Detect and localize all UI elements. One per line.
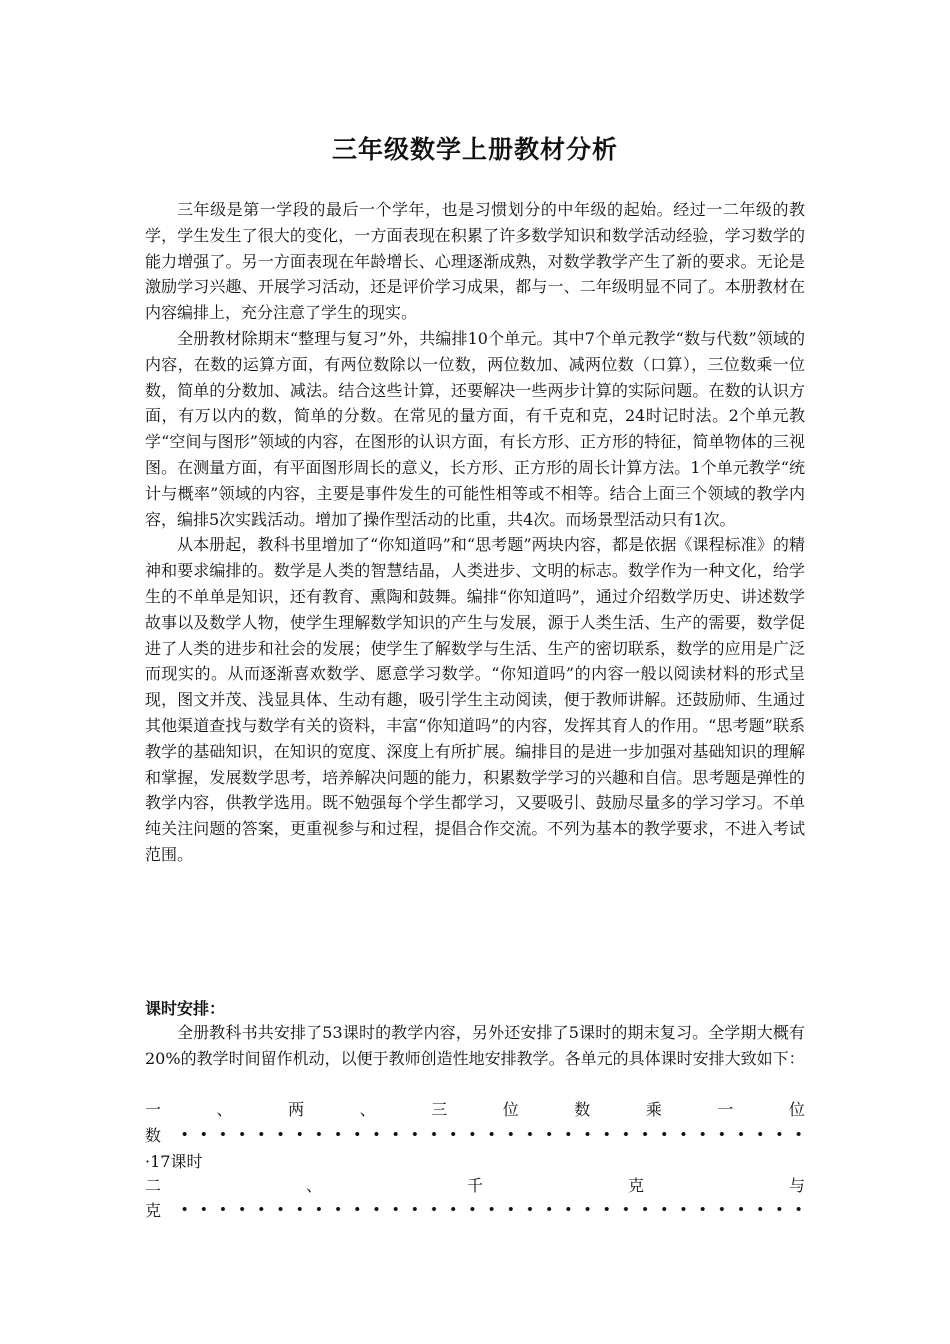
toc-char: 位 <box>502 1099 519 1119</box>
toc-item-1-spread <box>145 1095 805 1121</box>
document-title: 三年级数学上册教材分析 <box>331 135 618 164</box>
toc-char: 、 <box>305 1175 322 1195</box>
toc-char: 、 <box>216 1099 233 1119</box>
toc-char: 位 <box>788 1099 805 1119</box>
toc-char: 乘 <box>645 1099 662 1119</box>
toc-char: 千 <box>466 1175 483 1195</box>
dot-leader <box>171 1121 805 1147</box>
schedule-intro-block <box>145 1020 805 1072</box>
toc-char: 三 <box>431 1099 448 1119</box>
toc-item-2-spread <box>145 1171 805 1197</box>
document-body <box>145 197 805 868</box>
paragraph-3: 从本册起，教科书里增加了“你知道吗”和“思考题”两块内容，都是依据《课程标准》的精神和要求编排的。数学是人类的智慧结晶，人类进步、文明的标志。数学作为一种文化，给学生的不单单是知识，还有教育、熏陶和鼓舞。编排“你知道吗”，通过介绍数学历史、讲述数学故事以及数学人物，使学生理解数学知识的产生与发展，源于人类生活、生产的需要，数学促进了人类的进步和社会的发展；使学生了解数学与生活、生产的密切联系，数学的应用是广泛而现实的。从而逐渐喜欢数学、愿意学习数学。“你知道吗”的内容一般以阅读材料的形式呈现，图文并茂、浅显具体、生动有趣，吸引学生主动阅读，便于教师讲解。还鼓励师、生通过其他渠道查找与数学有关的资料，丰富“你知道吗”的内容，发挥其育人的作用。“思考题”联系教学的基础知识，在知识的宽度、深度上有所扩展。编排目的是进一步加强对基础知识的理解和掌握，发展数学思考，培养解决问题的能力，积累数学学习的兴趣和自信。思考题是弹性的教学内容，供教学选用。既不勉强每个学生都学习，又要吸引、鼓励尽量多的学习学习。不单纯关注问题的答案，更重视参与和过程，提倡合作交流。不列为基本的教学要求，不进入考试范围。 <box>145 535 805 864</box>
dot-leader <box>171 1196 805 1222</box>
toc-item-1-hours: ·17课时 <box>145 1151 203 1171</box>
toc-item-1-leader <box>145 1121 805 1147</box>
toc-char: 二 <box>145 1175 162 1195</box>
toc-char: 克 <box>145 1200 162 1220</box>
paragraph-1: 三年级是第一学段的最后一个学年，也是习惯划分的中年级的起始。经过一二年级的教学，学生发生了很大的变化，一方面表现在积累了许多数学知识和数学活动经验，学习数学的能力增强了。另一方面表现在年龄增长、心理逐渐成熟，对数学教学产生了新的要求。无论是激励学习兴趣、开展学习活动，还是评价学习成果，都与一、二年级明显不同了。本册教材在内容编排上，充分注意了学生的现实。 <box>145 200 805 323</box>
toc-char: 数 <box>574 1099 591 1119</box>
toc-char: 一 <box>145 1099 162 1119</box>
toc-char: 一 <box>717 1099 734 1119</box>
toc-char: 与 <box>788 1175 805 1195</box>
paragraph-2: 全册教材除期末“整理与复习”外，共编排10个单元。其中7个单元教学“数与代数”领域的内容，在数的运算方面，有两位数除以一位数，两位数加、减两位数（口算），三位数乘一位数，简单的分数加、减法。结合这些计算，还要解决一些两步计算的实际问题。在数的认识方面，有万以内的数，简单的分数。在常见的量方面，有千克和克，24时记时法。2个单元教学“空间与图形”领域的内容，在图形的认识方面，有长方形、正方形的特征，简单物体的三视图。在测量方面，有平面图形周长的意义，长方形、正方形的周长计算方法。1个单元教学“统计与概率”领域的内容，主要是事件发生的可能性相等或不相等。结合上面三个领域的教学内容，编排5次实践活动。增加了操作型活动的比重，共4次。而场景型活动只有1次。 <box>145 328 805 529</box>
schedule-heading: 课时安排： <box>145 999 226 1018</box>
toc-item-2-leader <box>145 1196 805 1222</box>
toc-char: 克 <box>627 1175 644 1195</box>
schedule-intro: 全册教科书共安排了53课时的教学内容，另外还安排了5课时的期末复习。全学期大概有20%的教学时间留作机动，以便于教师创造性地安排教学。各单元的具体课时安排大致如下： <box>145 1023 805 1068</box>
toc-char: 、 <box>359 1099 376 1119</box>
toc-char: 数 <box>145 1125 162 1145</box>
toc-char: 两 <box>288 1099 305 1119</box>
